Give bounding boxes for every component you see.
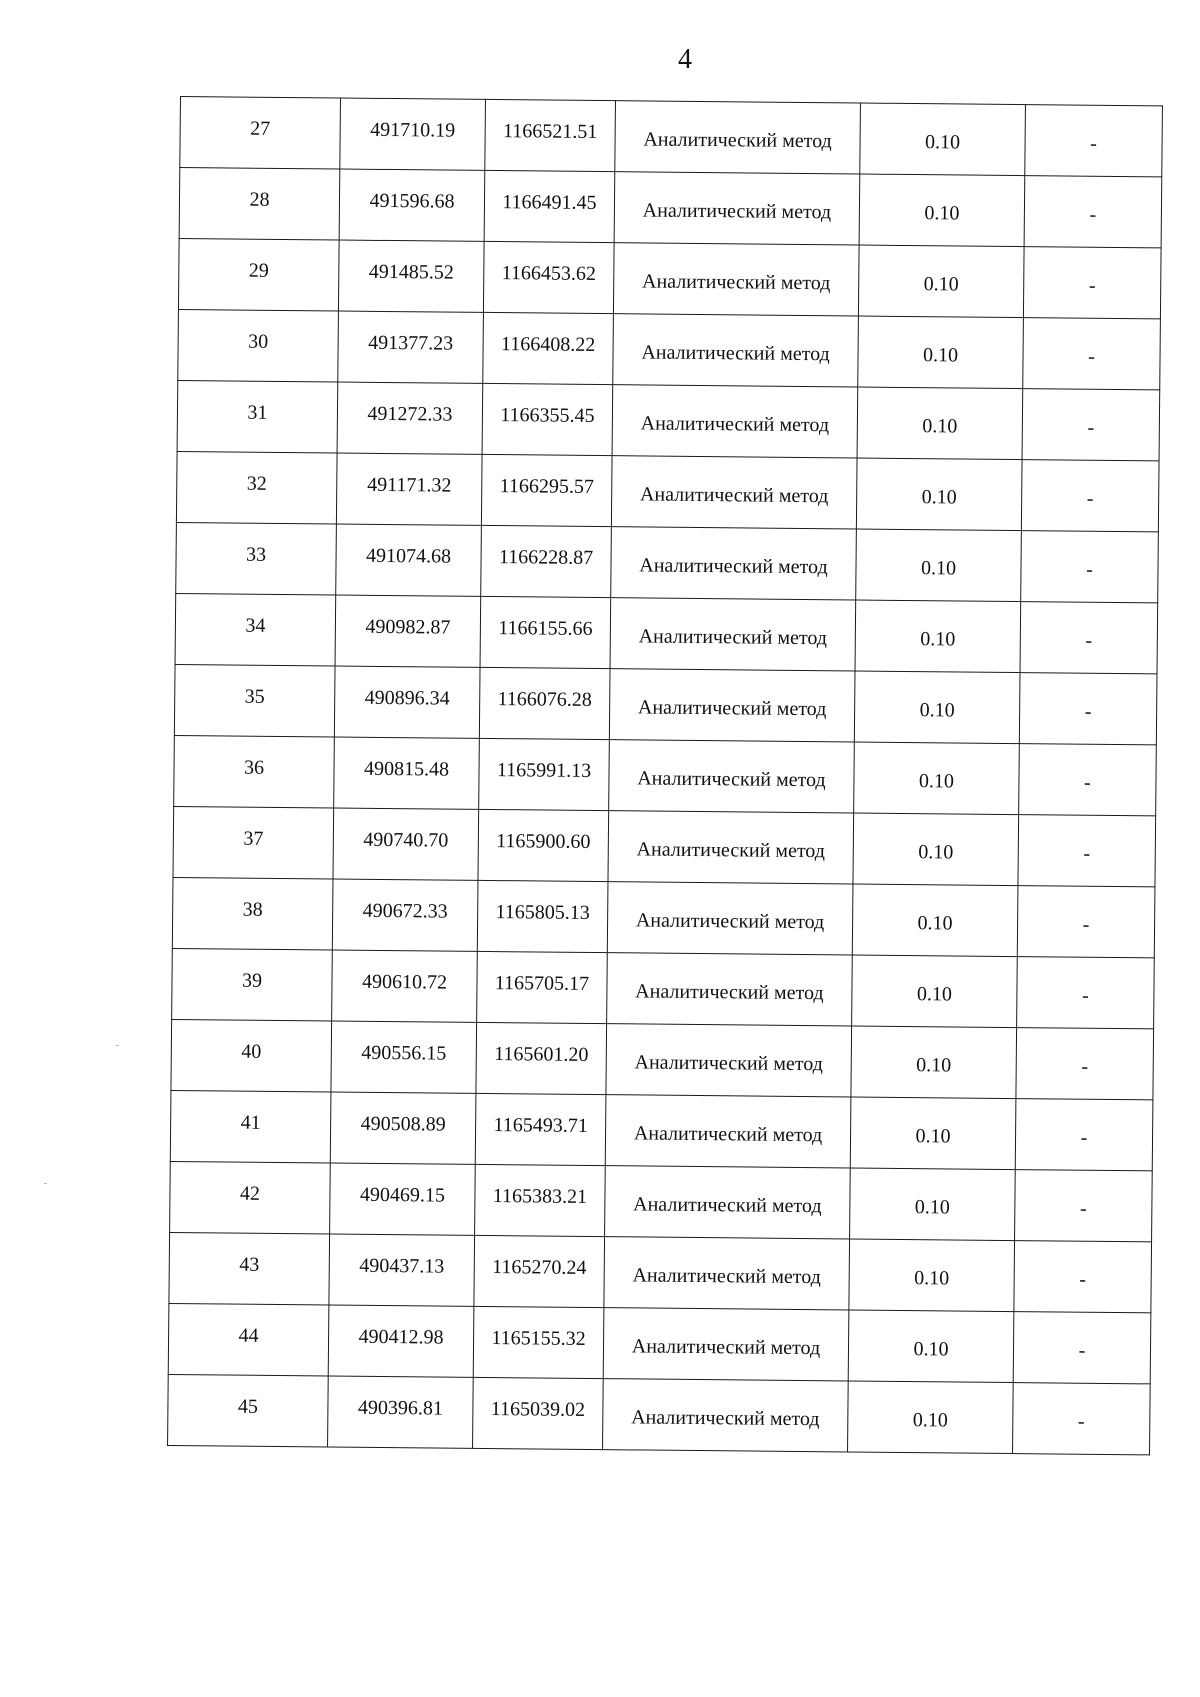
accuracy-cell: 0.10 bbox=[849, 1239, 1015, 1312]
scan-speck bbox=[116, 1045, 119, 1046]
point-number-cell: 42 bbox=[170, 1161, 331, 1234]
accuracy-cell: 0.10 bbox=[856, 529, 1022, 602]
x-coordinate-cell: 490815.48 bbox=[334, 737, 480, 809]
scan-speck bbox=[44, 1183, 47, 1184]
table-row bbox=[172, 948, 1155, 1028]
point-number-cell: 28 bbox=[179, 168, 340, 241]
method-cell: Аналитический метод bbox=[603, 1308, 849, 1381]
table-row bbox=[174, 735, 1157, 815]
note-cell: - bbox=[1017, 957, 1155, 1029]
y-coordinate-cell: 1165900.60 bbox=[478, 809, 609, 881]
x-coordinate-cell: 490556.15 bbox=[331, 1021, 477, 1093]
y-coordinate-cell: 1165601.20 bbox=[476, 1022, 607, 1094]
y-coordinate-cell: 1165039.02 bbox=[473, 1377, 604, 1449]
table-row bbox=[168, 1374, 1151, 1454]
method-cell: Аналитический метод bbox=[605, 1166, 851, 1239]
coordinates-table-body bbox=[168, 97, 1163, 1455]
accuracy-cell: 0.10 bbox=[860, 103, 1026, 176]
y-coordinate-cell: 1166453.62 bbox=[483, 241, 614, 313]
method-cell: Аналитический метод bbox=[607, 882, 853, 955]
method-cell: Аналитический метод bbox=[607, 953, 853, 1026]
method-cell: Аналитический метод bbox=[612, 385, 858, 458]
method-cell: Аналитический метод bbox=[609, 740, 855, 813]
page-number: 4 bbox=[678, 44, 692, 75]
y-coordinate-cell: 1166491.45 bbox=[484, 170, 615, 242]
y-coordinate-cell: 1166228.87 bbox=[481, 525, 612, 597]
note-cell: - bbox=[1015, 1099, 1153, 1171]
note-cell: - bbox=[1019, 744, 1157, 816]
x-coordinate-cell: 491171.32 bbox=[336, 453, 482, 525]
method-cell: Аналитический метод bbox=[610, 598, 856, 671]
accuracy-cell: 0.10 bbox=[858, 316, 1024, 389]
note-cell: - bbox=[1017, 886, 1155, 958]
y-coordinate-cell: 1165991.13 bbox=[479, 738, 610, 810]
x-coordinate-cell: 490469.15 bbox=[330, 1163, 476, 1235]
accuracy-cell: 0.10 bbox=[848, 1381, 1014, 1454]
table-row bbox=[170, 1090, 1153, 1170]
x-coordinate-cell: 490740.70 bbox=[333, 808, 479, 880]
y-coordinate-cell: 1166521.51 bbox=[485, 99, 616, 171]
x-coordinate-cell: 490396.81 bbox=[328, 1376, 474, 1448]
x-coordinate-cell: 491596.68 bbox=[339, 169, 485, 241]
y-coordinate-cell: 1165493.71 bbox=[475, 1093, 606, 1165]
point-number-cell: 32 bbox=[176, 451, 337, 524]
table-row bbox=[173, 806, 1156, 886]
method-cell: Аналитический метод bbox=[611, 527, 857, 600]
method-cell: Аналитический метод bbox=[606, 1024, 852, 1097]
point-number-cell: 29 bbox=[178, 238, 339, 311]
accuracy-cell: 0.10 bbox=[852, 884, 1018, 957]
point-number-cell: 45 bbox=[168, 1374, 329, 1447]
note-cell: - bbox=[1018, 815, 1156, 887]
accuracy-cell: 0.10 bbox=[851, 1026, 1017, 1099]
table-row bbox=[168, 1303, 1151, 1383]
point-number-cell: 27 bbox=[180, 97, 341, 170]
y-coordinate-cell: 1166408.22 bbox=[483, 312, 614, 384]
x-coordinate-cell: 491074.68 bbox=[336, 524, 482, 596]
note-cell: - bbox=[1019, 673, 1157, 745]
method-cell: Аналитический метод bbox=[615, 101, 861, 174]
accuracy-cell: 0.10 bbox=[857, 387, 1023, 460]
x-coordinate-cell: 491710.19 bbox=[340, 98, 486, 170]
note-cell: - bbox=[1022, 389, 1160, 461]
point-number-cell: 39 bbox=[172, 948, 333, 1021]
y-coordinate-cell: 1166355.45 bbox=[482, 383, 613, 455]
x-coordinate-cell: 491377.23 bbox=[338, 311, 484, 383]
y-coordinate-cell: 1166076.28 bbox=[479, 667, 610, 739]
accuracy-cell: 0.10 bbox=[855, 600, 1021, 673]
note-cell: - bbox=[1024, 176, 1162, 248]
note-cell: - bbox=[1016, 1028, 1154, 1100]
method-cell: Аналитический метод bbox=[611, 456, 857, 529]
x-coordinate-cell: 491272.33 bbox=[337, 382, 483, 454]
x-coordinate-cell: 491485.52 bbox=[338, 240, 484, 312]
y-coordinate-cell: 1165705.17 bbox=[477, 951, 608, 1023]
table-row bbox=[170, 1161, 1153, 1241]
table-row bbox=[179, 168, 1162, 248]
point-number-cell: 33 bbox=[176, 522, 337, 595]
accuracy-cell: 0.10 bbox=[852, 955, 1018, 1028]
accuracy-cell: 0.10 bbox=[850, 1097, 1016, 1170]
x-coordinate-cell: 490412.98 bbox=[328, 1305, 474, 1377]
point-number-cell: 43 bbox=[169, 1232, 330, 1305]
method-cell: Аналитический метод bbox=[609, 669, 855, 742]
table-row bbox=[176, 522, 1159, 602]
point-number-cell: 38 bbox=[172, 877, 333, 950]
note-cell: - bbox=[1023, 247, 1161, 319]
note-cell: - bbox=[1014, 1241, 1152, 1313]
y-coordinate-cell: 1166155.66 bbox=[480, 596, 611, 668]
table-row bbox=[169, 1232, 1152, 1312]
method-cell: Аналитический метод bbox=[614, 172, 860, 245]
point-number-cell: 37 bbox=[173, 806, 334, 879]
y-coordinate-cell: 1165155.32 bbox=[473, 1306, 604, 1378]
table-row bbox=[174, 664, 1157, 744]
table-row bbox=[177, 380, 1160, 460]
point-number-cell: 30 bbox=[178, 309, 339, 382]
point-number-cell: 44 bbox=[168, 1303, 329, 1376]
table-row bbox=[178, 238, 1161, 318]
note-cell: - bbox=[1015, 1170, 1153, 1242]
method-cell: Аналитический метод bbox=[613, 243, 859, 316]
method-cell: Аналитический метод bbox=[604, 1237, 850, 1310]
table-row bbox=[175, 593, 1158, 673]
note-cell: - bbox=[1013, 1383, 1151, 1455]
point-number-cell: 36 bbox=[174, 735, 335, 808]
table-row bbox=[180, 97, 1163, 177]
x-coordinate-cell: 490508.89 bbox=[330, 1092, 476, 1164]
accuracy-cell: 0.10 bbox=[858, 245, 1024, 318]
x-coordinate-cell: 490437.13 bbox=[329, 1234, 475, 1306]
note-cell: - bbox=[1021, 460, 1159, 532]
x-coordinate-cell: 490896.34 bbox=[334, 666, 480, 738]
y-coordinate-cell: 1165383.21 bbox=[475, 1164, 606, 1236]
x-coordinate-cell: 490610.72 bbox=[332, 950, 478, 1022]
y-coordinate-cell: 1165805.13 bbox=[477, 880, 608, 952]
accuracy-cell: 0.10 bbox=[856, 458, 1022, 531]
table-row bbox=[178, 309, 1161, 389]
note-cell: - bbox=[1020, 602, 1158, 674]
method-cell: Аналитический метод bbox=[608, 811, 854, 884]
note-cell: - bbox=[1013, 1312, 1151, 1384]
x-coordinate-cell: 490672.33 bbox=[332, 879, 478, 951]
accuracy-cell: 0.10 bbox=[848, 1310, 1014, 1383]
note-cell: - bbox=[1021, 531, 1159, 603]
note-cell: - bbox=[1025, 105, 1163, 177]
point-number-cell: 31 bbox=[177, 380, 338, 453]
point-number-cell: 34 bbox=[175, 593, 336, 666]
accuracy-cell: 0.10 bbox=[853, 813, 1019, 886]
method-cell: Аналитический метод bbox=[613, 314, 859, 387]
table-row bbox=[176, 451, 1159, 531]
note-cell: - bbox=[1023, 318, 1161, 390]
coordinates-table bbox=[167, 96, 1163, 1455]
y-coordinate-cell: 1165270.24 bbox=[474, 1235, 605, 1307]
method-cell: Аналитический метод bbox=[605, 1095, 851, 1168]
table-row bbox=[172, 877, 1155, 957]
point-number-cell: 41 bbox=[170, 1090, 331, 1163]
accuracy-cell: 0.10 bbox=[854, 671, 1020, 744]
method-cell: Аналитический метод bbox=[603, 1379, 849, 1452]
coordinates-table-wrapper bbox=[167, 96, 1162, 1455]
point-number-cell: 35 bbox=[174, 664, 335, 737]
accuracy-cell: 0.10 bbox=[850, 1168, 1016, 1241]
y-coordinate-cell: 1166295.57 bbox=[481, 454, 612, 526]
x-coordinate-cell: 490982.87 bbox=[335, 595, 481, 667]
accuracy-cell: 0.10 bbox=[854, 742, 1020, 815]
table-row bbox=[171, 1019, 1154, 1099]
point-number-cell: 40 bbox=[171, 1019, 332, 1092]
accuracy-cell: 0.10 bbox=[859, 174, 1025, 247]
